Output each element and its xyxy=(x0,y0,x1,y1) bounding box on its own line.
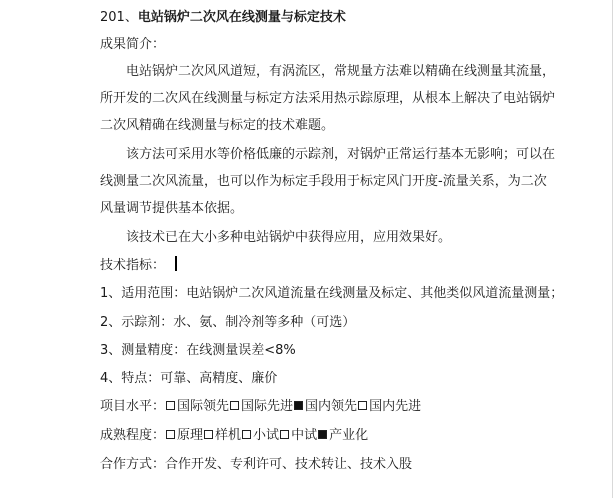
checkbox-icon[interactable] xyxy=(166,430,175,439)
checkbox-checked-icon[interactable] xyxy=(318,430,327,439)
cooperation-label: 合作方式： xyxy=(100,457,166,472)
spec-item-1: 1、适用范围：电站锅炉二次风道流量在线测量及标定、其他类似风道流量测量； xyxy=(100,286,564,301)
maturity-line xyxy=(100,427,368,445)
option-label: 国际领先 xyxy=(177,399,230,414)
section-heading xyxy=(100,9,346,27)
spec-item-3: 3、测量精度：在线测量误差<8% xyxy=(100,343,296,358)
paragraph-1-line-3: 二次风精确在线测量与标定的技术难题。 xyxy=(100,118,335,133)
checkbox-icon[interactable] xyxy=(230,401,239,410)
option-label: 国际先进 xyxy=(241,399,294,414)
page-edge xyxy=(612,0,613,498)
option-label: 中试 xyxy=(291,428,318,443)
specs-label: 技术指标： xyxy=(100,258,166,273)
checkbox-icon[interactable] xyxy=(358,401,367,410)
option-label: 产业化 xyxy=(329,428,369,443)
paragraph-2-line-2: 线测量二次风流量，也可以作为标定手段用于标定风门开度-流量关系，为二次 xyxy=(100,174,547,189)
option-label: 国内先进 xyxy=(369,399,422,414)
cooperation-value: 合作开发、专利许可、技术转让、技术入股 xyxy=(165,457,413,472)
option-label: 样机 xyxy=(215,428,242,443)
maturity-label: 成熟程度： xyxy=(100,428,166,443)
project-level-label: 项目水平： xyxy=(100,399,166,414)
summary-label: 成果简介： xyxy=(100,37,166,52)
specs-line[interactable] xyxy=(100,256,177,275)
spec-item-4: 4、特点：可靠、高精度、廉价 xyxy=(100,371,278,386)
checkbox-icon[interactable] xyxy=(204,430,213,439)
text-cursor xyxy=(175,256,177,271)
spec-item-2: 2、示踪剂：水、氨、制冷剂等多种（可选） xyxy=(100,315,356,330)
option-label: 原理 xyxy=(177,428,204,443)
paragraph-2-line-1: 该方法可采用水等价格低廉的示踪剂，对锅炉正常运行基本无影响；可以在 xyxy=(126,147,556,162)
project-level-line xyxy=(100,398,421,416)
paragraph-3-line-1: 该技术已在大小多种电站锅炉中获得应用，应用效果好。 xyxy=(126,230,452,245)
checkbox-icon[interactable] xyxy=(280,430,289,439)
checkbox-icon[interactable] xyxy=(166,401,175,410)
cooperation-line xyxy=(100,456,412,474)
heading-title: 电站锅炉二次风在线测量与标定技术 xyxy=(137,10,346,25)
paragraph-1-line-2: 所开发的二次风在线测量与标定方法采用热示踪原理，从根本上解决了电站锅炉 xyxy=(100,91,556,106)
checkbox-icon[interactable] xyxy=(242,430,251,439)
option-label: 国内领先 xyxy=(305,399,358,414)
checkbox-checked-icon[interactable] xyxy=(294,401,303,410)
paragraph-2-line-3: 风量调节提供基本依据。 xyxy=(100,201,244,216)
paragraph-1-line-1: 电站锅炉二次风风道短，有涡流区，常规量方法难以精确在线测量其流量， xyxy=(126,64,556,79)
heading-number: 201、 xyxy=(100,10,138,25)
option-label: 小试 xyxy=(253,428,280,443)
